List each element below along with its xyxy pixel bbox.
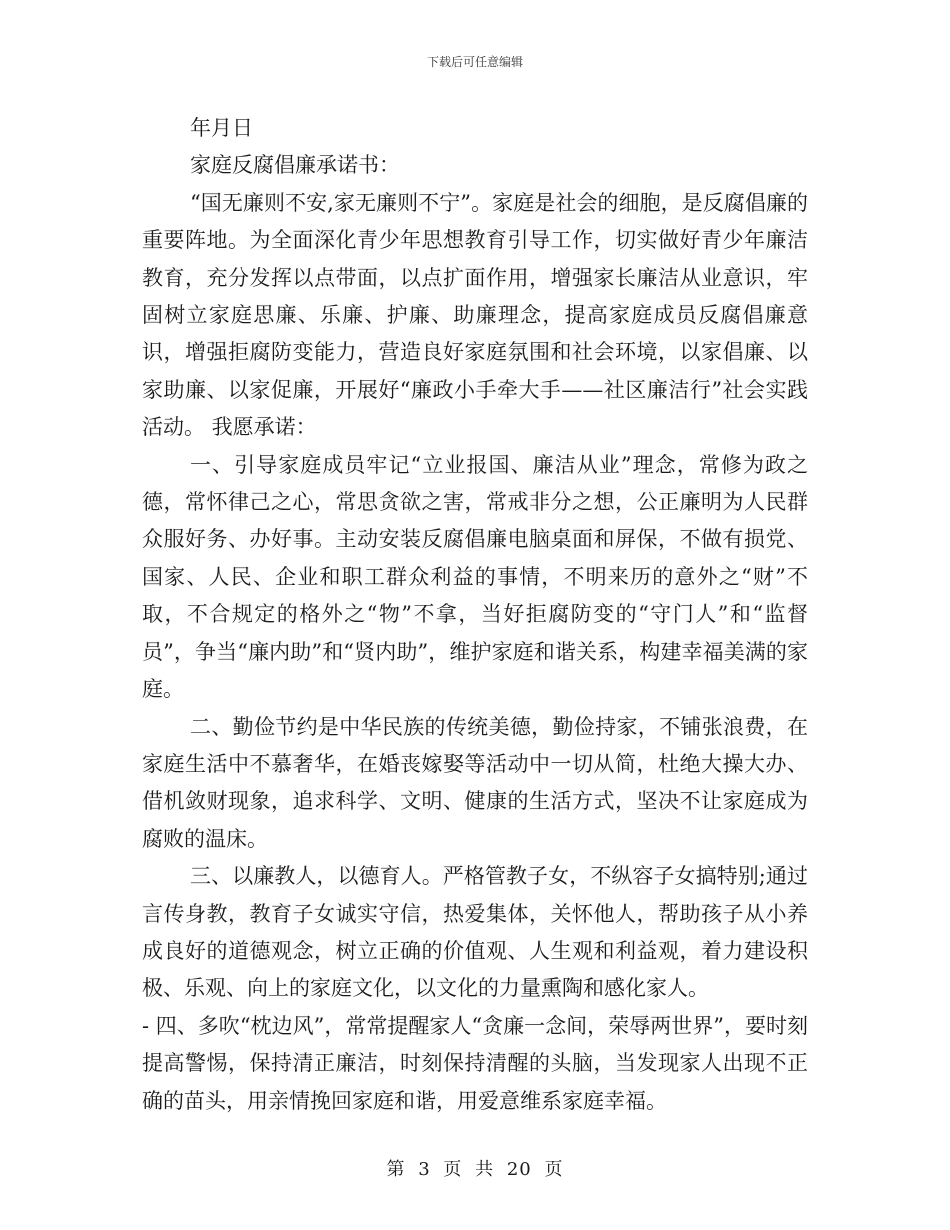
page-number: 第 3 页 共 20 页 <box>386 1159 564 1180</box>
intro-paragraph: “国无廉则不安,家无廉则不宁”。家庭是社会的细胞，是反腐倡廉的重要阵地。为全面深化青少年思想教育引导工作，切实做好青少年廉洁教育，充分发挥以点带面，以点扩面作用，增强家长廉洁从业意识，牢固树立家庭思廉、乐廉、护廉、助廉理念，提高家庭成员反腐倡廉意识，增强拒腐防变能力，营造良好家庭氛围和社会环境，以家倡廉、以家助廉、以家促廉，开展好“廉政小手牵大手——社区廉洁行”社会实践活动。 我愿承诺： <box>142 190 808 440</box>
document-body <box>142 110 808 1120</box>
header-note: 下载后可任意编辑 <box>426 55 523 69</box>
document-title: 家庭反腐倡廉承诺书： <box>190 153 400 178</box>
pledge-item-2: 二、勤俭节约是中华民族的传统美德，勤俭持家，不铺张浪费，在家庭生活中不慕奢华，在婚丧嫁娶等活动中一切从简，杜绝大操大办、借机敛财现象，追求科学、文明、健康的生活方式，坚决不让家庭成为腐败的温床。 <box>142 714 808 851</box>
pledge-item-1: 一、引导家庭成员牢记“立业报国、廉洁从业”理念，常修为政之德，常怀律己之心，常思贪欲之害，常戒非分之想，公正廉明为人民群众服好务、办好事。主动安装反腐倡廉电脑桌面和屏保，不做有损党、国家、人民、企业和职工群众利益的事情，不明来历的意外之“财”不取，不合规定的格外之“物”不拿，当好拒腐防变的“守门人”和“监督员”，争当“廉内助”和“贤内助”，维护家庭和谐关系，构建幸福美满的家庭。 <box>142 452 808 702</box>
pledge-item-3: 三、以廉教人，以德育人。严格管教子女，不纵容子女搞特别;通过言传身教，教育子女诚实守信，热爱集体，关怀他人，帮助孩子从小养成良好的道德观念，树立正确的价值观、人生观和利益观，着力建设积极、乐观、向上的家庭文化，以文化的力量熏陶和感化家人。 <box>142 864 808 1001</box>
pledge-item-4: - 四、多吹“枕边风”，常常提醒家人“贪廉一念间，荣辱两世界”，要时刻提高警惕，保持清正廉洁，时刻保持清醒的头脑，当发现家人出现不正确的苗头，用亲情挽回家庭和谐，用爱意维系家庭幸福。 <box>142 1013 808 1113</box>
date-line: 年月日 <box>190 116 253 140</box>
